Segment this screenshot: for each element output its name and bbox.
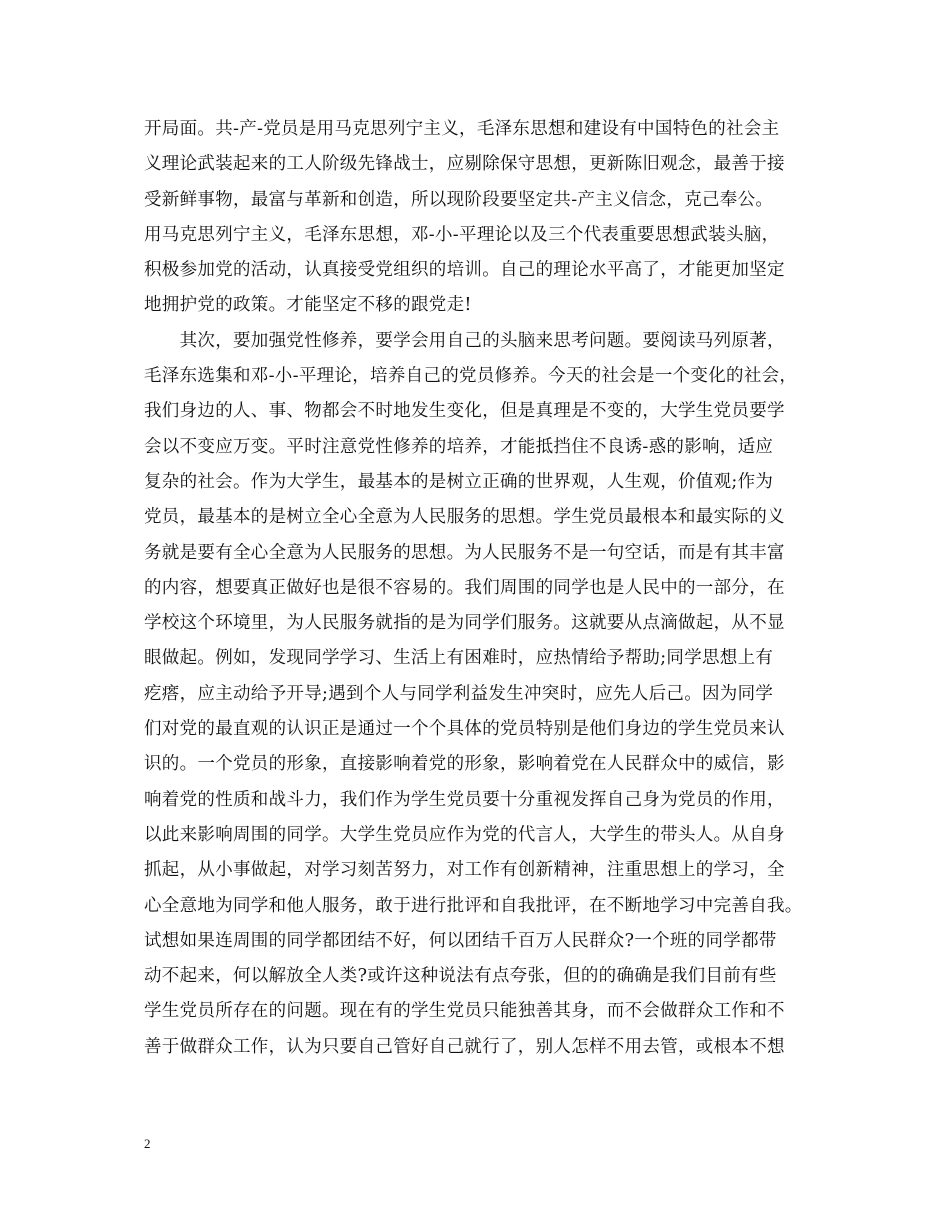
text-line: 开局面。共-产-党员是用马克思列宁主义，毛泽东思想和建设有中国特色的社会主 [144,119,780,139]
document-body [144,112,834,1065]
text-line: 党员，最基本的是树立全心全意为人民服务的思想。学生党员最根本和最实际的义 [144,507,785,528]
text-line: 善于做群众工作，认为只要自己管好自己就行了，别人怎样不用去管，或根本不想 [144,1036,785,1057]
text-line: 毛泽东选集和邓-小-平理论，培养自己的党员修养。今天的社会是一个变化的社会， [144,366,798,387]
text-line: 眼做起。例如，发现同学学习、生活上有困难时，应热情给予帮助;同学思想上有 [144,648,774,669]
text-line: 我们身边的人、事、物都会不时地发生变化，但是真理是不变的，大学生党员要学 [144,401,785,422]
paragraph-start-line: 其次，要加强党性修养，要学会用自己的头脑来思考问题。要阅读马列原著， [144,330,785,351]
text-line: 试想如果连周围的同学都团结不好，何以团结千百万人民群众?一个班的同学都带 [144,930,777,951]
text-line: 受新鲜事物，最富与革新和创造，所以现阶段要坚定共-产主义信念，克己奉公。 [144,189,774,210]
page-number: 2 [144,1136,151,1151]
text-line: 以此来影响周围的同学。大学生党员应作为党的代言人，大学生的带头人。从自身 [144,824,785,845]
text-line: 响着党的性质和战斗力，我们作为学生党员要十分重视发挥自己身为党员的作用， [144,789,785,810]
text-line: 疙瘩，应主动给予开导;遇到个人与同学利益发生冲突时，应先人后己。因为同学 [144,683,774,704]
text-line: 动不起来，何以解放全人类?或许这种说法有点夸张，但的的确确是我们目前有些 [144,966,777,987]
text-line: 积极参加党的活动，认真接受党组织的培训。自己的理论水平高了，才能更加坚定 [144,260,785,281]
text-line: 的内容，想要真正做好也是很不容易的。我们周围的同学也是人民中的一部分，在 [144,577,785,598]
text-line: 识的。一个党员的形象，直接影响着党的形象，影响着党在人民群众中的威信，影 [144,754,785,775]
text-line: 用马克思列宁主义，毛泽东思想，邓-小-平理论以及三个代表重要思想武装头脑， [144,224,780,245]
text-line: 义理论武装起来的工人阶级先锋战士，应剔除保守思想，更新陈旧观念，最善于接 [144,154,785,175]
text-line: 心全意地为同学和他人服务，敢于进行批评和自我批评，在不断地学习中完善自我。 [144,895,803,916]
text-line: 学校这个环境里，为人民服务就指的是为同学们服务。这就要从点滴做起，从不显 [144,613,785,634]
text-line: 地拥护党的政策。才能坚定不移的跟党走! [144,295,472,316]
text-line: 抓起，从小事做起，对学习刻苦努力，对工作有创新精神，注重思想上的学习，全 [144,860,785,881]
text-line: 们对党的最直观的认识正是通过一个个具体的党员特别是他们身边的学生党员来认 [144,719,785,740]
text-line: 会以不变应万变。平时注意党性修养的培养，才能抵挡住不良诱-惑的影响，适应 [144,436,774,457]
text-line: 学生党员所存在的问题。现在有的学生党员只能独善其身，而不会做群众工作和不 [144,1001,785,1022]
text-line: 复杂的社会。作为大学生，最基本的是树立正确的世界观，人生观，价值观;作为 [144,471,774,492]
text-line: 务就是要有全心全意为人民服务的思想。为人民服务不是一句空话，而是有其丰富 [144,542,785,563]
